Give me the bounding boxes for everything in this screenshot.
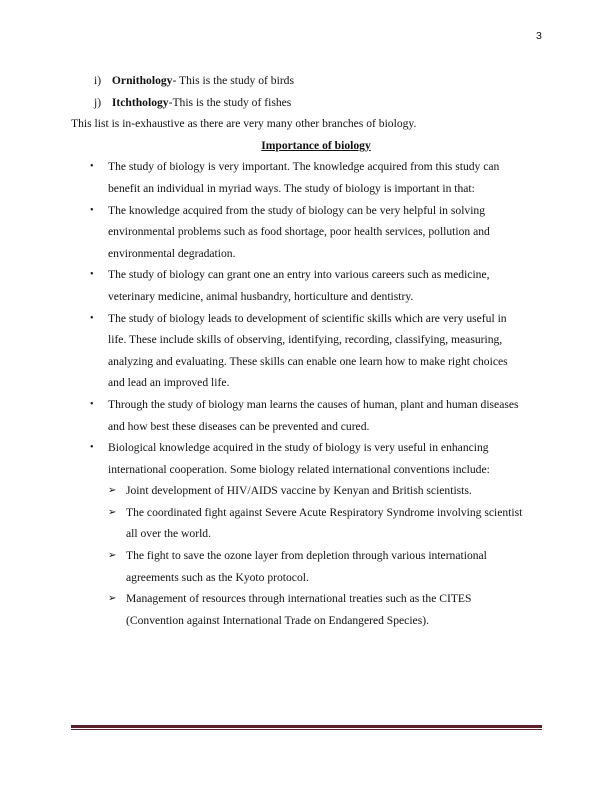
note-text: This list is in-exhaustive as there are very many other branches of biology.	[71, 117, 417, 131]
bullet-icon: •	[90, 442, 94, 454]
line	[0, 264, 612, 286]
arrow-bullet-icon: ➢	[108, 550, 117, 562]
line-text: Through the study of biology man learns the causes of human, plant and human diseases	[108, 397, 519, 411]
line-text: analyzing and evaluating. These skills can enable one learn how to make right choices	[108, 354, 508, 368]
line	[0, 459, 612, 481]
line-text: Joint development of HIV/AIDS vaccine by Kenyan and British scientists.	[126, 484, 472, 498]
page-body	[0, 70, 612, 631]
line	[0, 394, 612, 416]
line-text: and how best these diseases can be prevented and cured.	[108, 419, 370, 433]
line	[0, 437, 612, 459]
bullet-icon: •	[90, 161, 94, 173]
bullet-item	[0, 264, 612, 307]
line	[0, 178, 612, 200]
list-marker: i)	[94, 74, 102, 87]
line-text: Biological knowledge acquired in the study of biology is very useful in enhancing	[108, 441, 489, 455]
sub-bullet-item	[0, 480, 612, 502]
arrow-bullet-icon: ➢	[108, 506, 117, 518]
sub-bullet-item	[0, 588, 612, 631]
line-text: Management of resources through international treaties such as the CITES	[126, 592, 472, 606]
bullet-icon: •	[90, 269, 94, 281]
bullet-item	[0, 200, 612, 265]
line-text: agreements such as the Kyoto protocol.	[126, 570, 309, 584]
bullet-list	[0, 156, 612, 480]
line-text: environmental problems such as food shortage, poor health services, pollution and	[108, 225, 490, 239]
line	[0, 588, 612, 610]
line-text: The coordinated fight against Severe Acute Respiratory Syndrome involving scientist	[126, 505, 523, 519]
footer-rule-thin	[71, 729, 542, 730]
bullet-icon: •	[90, 398, 94, 410]
line-text: The knowledge acquired from the study of biology can be very helpful in solving	[108, 203, 486, 217]
bullet-item	[0, 156, 612, 199]
term: Itchthology	[111, 95, 169, 109]
line-text: life. These include skills of observing, identifying, recording, classifying, measuring,	[108, 333, 503, 347]
line	[0, 523, 612, 545]
line-text: all over the world.	[126, 527, 211, 541]
line-text: benefit an individual in myriad ways. The study of biology is important in that:	[108, 181, 475, 195]
line	[0, 610, 612, 632]
list-marker: j)	[94, 95, 102, 109]
line-text: The fight to save the ozone layer from depletion through various international	[126, 549, 487, 563]
line-text: veterinary medicine, animal husbandry, horticulture and dentistry.	[108, 289, 414, 303]
line-text: The study of biology is very important. The knowledge acquired from this study can	[108, 160, 500, 174]
definition: - This is the study of birds	[172, 74, 294, 87]
line	[0, 372, 612, 394]
term: Ornithology	[111, 74, 173, 87]
definition: -This is the study of fishes	[168, 95, 292, 109]
line-text: and lead an improved life.	[108, 376, 230, 390]
line	[0, 545, 612, 567]
sub-bullet-list	[0, 480, 612, 631]
page-number: 3	[536, 30, 542, 42]
list-item-ichthyology	[0, 92, 612, 114]
line	[0, 156, 612, 178]
arrow-bullet-icon: ➢	[108, 593, 117, 605]
line-text: The study of biology leads to development of scientific skills which are very useful in	[108, 311, 507, 325]
bullet-item	[0, 308, 612, 394]
line	[0, 286, 612, 308]
bullet-item	[0, 437, 612, 480]
line-text: environmental degradation.	[108, 246, 236, 260]
list-item-ornithology	[0, 70, 612, 92]
bullet-icon: •	[90, 204, 94, 216]
line	[0, 502, 612, 524]
sub-bullet-item	[0, 545, 612, 588]
bullet-icon: •	[90, 312, 94, 324]
line	[0, 480, 612, 502]
line	[0, 221, 612, 243]
line-text: The study of biology can grant one an entry into various careers such as medicine,	[108, 268, 490, 282]
line	[0, 329, 612, 351]
arrow-bullet-icon: ➢	[108, 485, 117, 497]
line	[0, 567, 612, 589]
line-text: international cooperation. Some biology related international conventions include:	[108, 462, 490, 476]
sub-bullet-item	[0, 502, 612, 545]
line	[0, 200, 612, 222]
line-text: (Convention against International Trade on Endangered Species).	[126, 613, 429, 627]
line	[0, 243, 612, 265]
line	[0, 308, 612, 330]
line	[0, 351, 612, 373]
line	[0, 416, 612, 438]
footer-rule-thick	[71, 725, 542, 728]
section-heading: Importance of biology	[261, 138, 371, 152]
bullet-item	[0, 394, 612, 437]
